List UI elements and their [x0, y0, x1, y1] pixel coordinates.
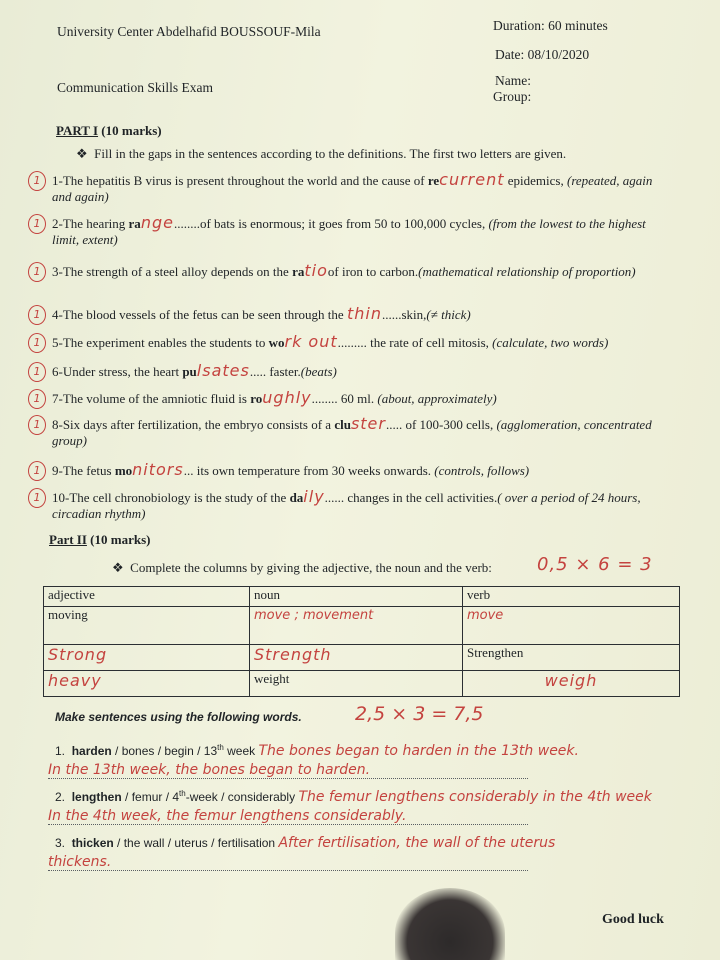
part2-instruction-line: [112, 560, 492, 576]
answer-noun: move ; movement: [254, 608, 374, 623]
sentence-text: ..... faster.: [249, 364, 301, 379]
score-mark-icon: 1: [28, 262, 46, 282]
sentence-prompt: [55, 835, 705, 851]
table-row: [44, 607, 680, 645]
prompt-words: week: [223, 744, 259, 758]
sentence-text: 7-The volume of the amniotic fluid is: [52, 391, 251, 406]
header-adjective: adjective: [44, 587, 250, 607]
sentence-number: 2.: [55, 790, 66, 804]
handwritten-answer-line: In the 13th week, the bones began to harden.: [48, 762, 528, 779]
cell-noun: [250, 607, 463, 645]
handwritten-answer: ughly: [262, 388, 312, 407]
score-mark-icon: 1: [28, 461, 46, 481]
sentence-text: 2-The hearing: [52, 216, 129, 231]
ordinal-suffix: th: [179, 789, 186, 798]
handwritten-answer: The bones began to harden in the 13th week.: [258, 743, 579, 759]
gap-fill-sentence: [52, 416, 662, 449]
prompt-words: / bones / begin / 13: [111, 744, 218, 758]
sentence-text: ...... changes in the cell activities.: [324, 490, 498, 505]
definition-hint: (beats): [300, 364, 337, 379]
definition-hint: (mathematical relationship of proportion): [418, 264, 636, 279]
given-letters: re: [427, 173, 440, 188]
given-letters: clu: [334, 417, 351, 432]
exam-title: Communication Skills Exam: [57, 80, 213, 95]
gap-fill-sentence: [52, 363, 692, 380]
gap-fill-sentence: [52, 215, 662, 248]
score-mark-icon: 1: [28, 415, 46, 435]
word-forms-table: [43, 586, 680, 697]
sentence-text: 4-The blood vessels of the fetus can be seen through the: [52, 307, 347, 322]
handwritten-answer: ily: [303, 487, 325, 506]
part2-marks: (10 marks): [90, 532, 151, 547]
prompt-words: / femur / 4: [121, 790, 180, 804]
bullet-icon: ❖: [112, 560, 124, 575]
handwritten-answer: The femur lengthens considerably in the 4th week: [298, 789, 652, 805]
handwritten-answer: After fertilisation, the wall of the uterus: [278, 835, 556, 851]
duration: Duration: 60 minutes: [493, 18, 608, 33]
sentence-text: 9-The fetus: [52, 463, 115, 478]
gap-fill-sentence: [52, 462, 692, 479]
score-mark-icon: 1: [28, 333, 46, 353]
prompt-words: / the wall / uterus / fertilisation: [113, 836, 279, 850]
handwritten-answer: lsates: [196, 361, 250, 380]
definition-hint: (about, approximately): [377, 391, 497, 406]
sentence-text: of iron to carbon.: [327, 264, 419, 279]
handwritten-answer: nitors: [132, 460, 184, 479]
header-verb: verb: [463, 587, 680, 607]
sentence-text: ... its own temperature from 30 weeks onwards.: [183, 463, 435, 478]
keyword: lengthen: [71, 790, 122, 804]
handwritten-answer-line: thickens.: [48, 854, 528, 871]
cell-noun: [250, 645, 463, 671]
gap-fill-sentence: [52, 263, 662, 280]
handwritten-answer: rk out: [284, 332, 338, 351]
definition-hint: ( over a period of 24 hours, circadian rhythm): [52, 490, 641, 521]
exam-date: Date: 08/10/2020: [495, 47, 590, 62]
given-letters: ro: [250, 391, 263, 406]
gap-fill-sentence: [52, 334, 692, 351]
cell-adjective: [44, 645, 250, 671]
handwritten-answer-line: In the 4th week, the femur lengthens considerably.: [48, 808, 528, 825]
score-mark-icon: 1: [28, 171, 46, 191]
handwritten-answer: ster: [350, 414, 386, 433]
score-mark-icon: 1: [28, 362, 46, 382]
handwritten-answer: thin: [346, 304, 382, 323]
part2-title: Part II: [49, 532, 87, 547]
sentence-text: 6-Under stress, the heart: [52, 364, 183, 379]
sentence-text: ......skin,: [381, 307, 427, 322]
definition-hint: (agglomeration, concentrated group): [52, 417, 652, 448]
answer-verb: weigh: [544, 671, 598, 690]
header-noun: noun: [250, 587, 463, 607]
sentence-text: ........of bats is enormous; it goes from 50 to 100,000 cycles,: [173, 216, 489, 231]
bullet-icon: ❖: [76, 146, 88, 161]
ordinal-suffix: th: [217, 743, 224, 752]
given-letters: mo: [114, 463, 133, 478]
sentence-text: ......... the rate of cell mitosis,: [337, 335, 493, 350]
definition-hint: (controls, follows): [434, 463, 530, 478]
table-header-row: [44, 587, 680, 607]
cell-verb: Strengthen: [463, 645, 680, 671]
sentence-text: 10-The cell chronobiology is the study of the: [52, 490, 290, 505]
part1-instruction-line: [76, 146, 566, 162]
group-label: Group:: [493, 89, 532, 104]
part1-marks: (10 marks): [101, 123, 162, 138]
cell-verb: [463, 607, 680, 645]
university-name: University Center Abdelhafid BOUSSOUF-Mila: [57, 24, 321, 39]
cell-adjective: [44, 671, 250, 697]
sentences-instruction: Make sentences using the following words.: [55, 710, 302, 724]
gap-fill-sentence: [52, 489, 662, 522]
keyword: harden: [71, 744, 112, 758]
sentence-text: ........ 60 ml.: [311, 391, 378, 406]
given-letters: ra: [128, 216, 141, 231]
good-luck: Good luck: [602, 912, 664, 927]
part2-instruction: Complete the columns by giving the adjective, the noun and the verb:: [130, 560, 492, 575]
cell-verb: [463, 671, 680, 697]
sentence-text: 3-The strength of a steel alloy depends on the: [52, 264, 293, 279]
answer-noun: Strength: [254, 645, 332, 664]
part2-heading: [49, 532, 150, 548]
answer-verb: move: [467, 608, 504, 623]
sentence-text: epidemics,: [504, 173, 567, 188]
gap-fill-sentence: [52, 306, 692, 323]
score-mark-icon: 1: [28, 214, 46, 234]
thumb-shadow: [395, 888, 505, 960]
sentence-number: 3.: [55, 836, 66, 850]
keyword: thicken: [71, 836, 114, 850]
sentence-prompt: [55, 789, 705, 805]
sentence-text: 5-The experiment enables the students to: [52, 335, 269, 350]
part2-score: 0,5 × 6 = 3: [537, 554, 653, 575]
given-letters: wo: [268, 335, 285, 350]
part1-title: PART I: [56, 123, 99, 138]
score-mark-icon: 1: [28, 305, 46, 325]
sentence-text: 1-The hepatitis B virus is present throughout the world and the cause of: [52, 173, 428, 188]
definition-hint: (≠ thick): [426, 307, 471, 322]
definition-hint: (calculate, two words): [492, 335, 609, 350]
handwritten-answer: tio: [304, 261, 328, 280]
cell-adjective: moving: [44, 607, 250, 645]
cell-noun: weight: [250, 671, 463, 697]
score-mark-icon: 1: [28, 488, 46, 508]
handwritten-answer: current: [439, 170, 505, 189]
definition-hint: (from the lowest to the highest limit, extent): [52, 216, 646, 247]
sentence-text: ..... of 100-300 cells,: [385, 417, 497, 432]
gap-fill-sentence: [52, 390, 692, 407]
answer-adjective: Strong: [48, 645, 108, 664]
score-mark-icon: 1: [28, 389, 46, 409]
definition-hint: (repeated, again and again): [52, 173, 653, 204]
sentence-prompt: [55, 743, 705, 759]
prompt-words: -week / considerably: [185, 790, 299, 804]
given-letters: ra: [292, 264, 305, 279]
sentence-number: 1.: [55, 744, 66, 758]
table-row: [44, 671, 680, 697]
gap-fill-sentence: [52, 172, 662, 205]
part1-heading: [56, 123, 162, 139]
part1-instruction: Fill in the gaps in the sentences according to the definitions. The first two letters are given.: [94, 146, 567, 161]
name-label: Name:: [495, 73, 531, 88]
table-row: [44, 645, 680, 671]
sentences-score: 2,5 × 3 = 7,5: [355, 703, 484, 725]
answer-adjective: heavy: [48, 671, 102, 690]
given-letters: pu: [182, 364, 197, 379]
handwritten-answer: nge: [140, 213, 174, 232]
sentence-text: 8-Six days after fertilization, the embryo consists of a: [52, 417, 335, 432]
given-letters: da: [289, 490, 304, 505]
